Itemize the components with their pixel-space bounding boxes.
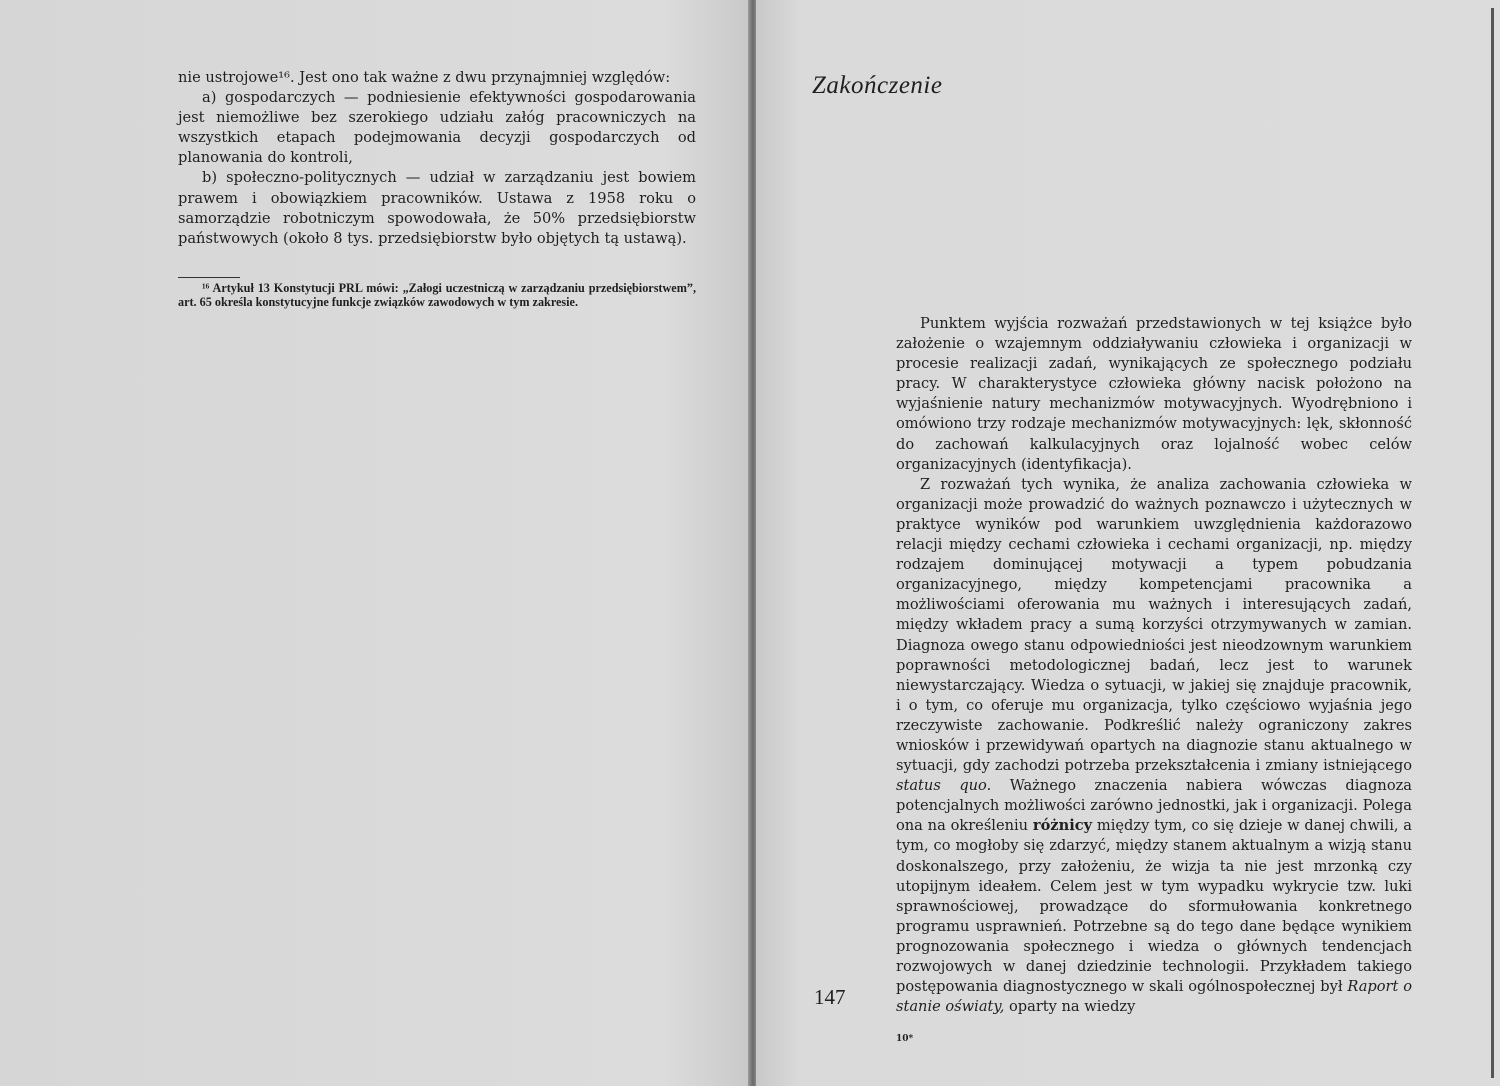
right-paragraph-2	[896, 475, 1412, 1018]
printer-signature: 10*	[896, 1034, 914, 1044]
footnote	[178, 282, 696, 309]
page-edge-right	[1491, 8, 1494, 1078]
left-paragraph-2: a) gospodarczych — podniesienie efektywności gospodarowania jest niemożliwe bez szerokiego udziału załóg pracowniczych na wszystkich etapach podejmowania decyzji gospodarczych od planowania do kontroli,	[178, 89, 696, 167]
text-run: Z rozważań tych wynika, że analiza zachowania człowieka w organizacji może prowadzić do ważnych poznawczo i użytecznych w praktyce wyników pod warunkiem uwzględnienia każdorazowo relacji między cechami człowieka i cechami organizacji, np. między rodzajem dominującej motywacji a typem pobudzania organizacyjnego, między kompetencjami pracownika a możliwościami oferowania mu ważnych i interesujących zadań, między wkładem pracy a sumą korzyści otrzymywanych w zamian. Diagnoza owego stanu odpowiedniości jest nieodzownym warunkiem poprawności metodologicznej badań, lecz jest to warunek niewystarczający. Wiedza o sytuacji, w jakiej się znajduje pracownik, i o tym, co oferuje mu organizacja, tylko częściowo wyjaśnia jego rzeczywiste zachowanie. Podkreślić należy ograniczony zakres wniosków i przewidywań opartych na diagnozie stanu aktualnego w sytuacji, gdy zachodzi potrzeba przekształcenia i zmiany istniejącego	[896, 475, 1412, 775]
text-run: między tym, co się dzieje w danej chwili, a tym, co mogłoby się zdarzyć, między stanem aktualnym a wizją stanu doskonalszego, przy założeniu, że wizja ta nie jest mrzonką czy utopijnym ideałem. Celem jest w tym wypadku wykrycie tzw. luki sprawnościowej, prowadzące do sformułowania konkretnego programu usprawnień. Potrzebne są do tego dane będące wynikiem prognozowania społecznego i wiedza o głównych tendencjach rozwojowych w danej dziedzinie technologii. Przykładem takiego postępowania diagnostycznego w skali ogólnospołecznej był	[896, 817, 1413, 996]
italic-run: Raport o stanie oświaty,	[896, 978, 1412, 1016]
right-paragraph-1: Punktem wyjścia rozważań przedstawionych w tej książce było założenie o wzajemnym oddziaływaniu człowieka i organizacji w procesie realizacji zadań, wynikających ze społecznego podziału pracy. W charakterystyce człowieka główny nacisk położono na wyjaśnienie natury mechanizmów motywacyjnych. Wyodrębniono i omówiono trzy rodzaje mechanizmów motywacyjnych: lęk, skłonność do zachowań kalkulacyjnych oraz lojalność wobec celów organizacyjnych (identyfikacja).	[896, 315, 1412, 473]
footnote-divider	[178, 277, 240, 278]
page-number: 147	[814, 985, 846, 1009]
bold-run: różnicy	[1032, 817, 1093, 835]
left-paragraph-1: nie ustrojowe¹⁶. Jest ono tak ważne z dwu przynajmniej względów:	[178, 69, 671, 86]
left-page-body	[178, 68, 696, 249]
text-run: Ważnego znaczenia nabiera wówczas diagnoza potencjalnych możliwości zarówno jednostki, jak i organizacji. Polega ona na określeniu	[896, 777, 1413, 835]
footnote-text: ¹⁶ Artykuł 13 Konstytucji PRL mówi: „Załogi uczestniczą w zarządzaniu przedsiębiorstwem”, art. 65 określa konstytucyjne funkcje związków zawodowych w tym zakresie.	[178, 281, 696, 309]
italic-run: status quo.	[896, 777, 992, 795]
text-run: oparty na wiedzy	[1008, 998, 1136, 1016]
left-paragraph-3: b) społeczno-politycznych — udział w zarządzaniu jest bowiem prawem i obowiązkiem pracowników. Ustawa z 1958 roku o samorządzie robotniczym spowodowała, że 50% przedsiębiorstw państwowych (około 8 tys. przedsiębiorstw było objętych tą ustawą).	[178, 169, 696, 247]
chapter-title: Zakończenie	[812, 72, 943, 99]
right-page-body	[896, 314, 1412, 1017]
